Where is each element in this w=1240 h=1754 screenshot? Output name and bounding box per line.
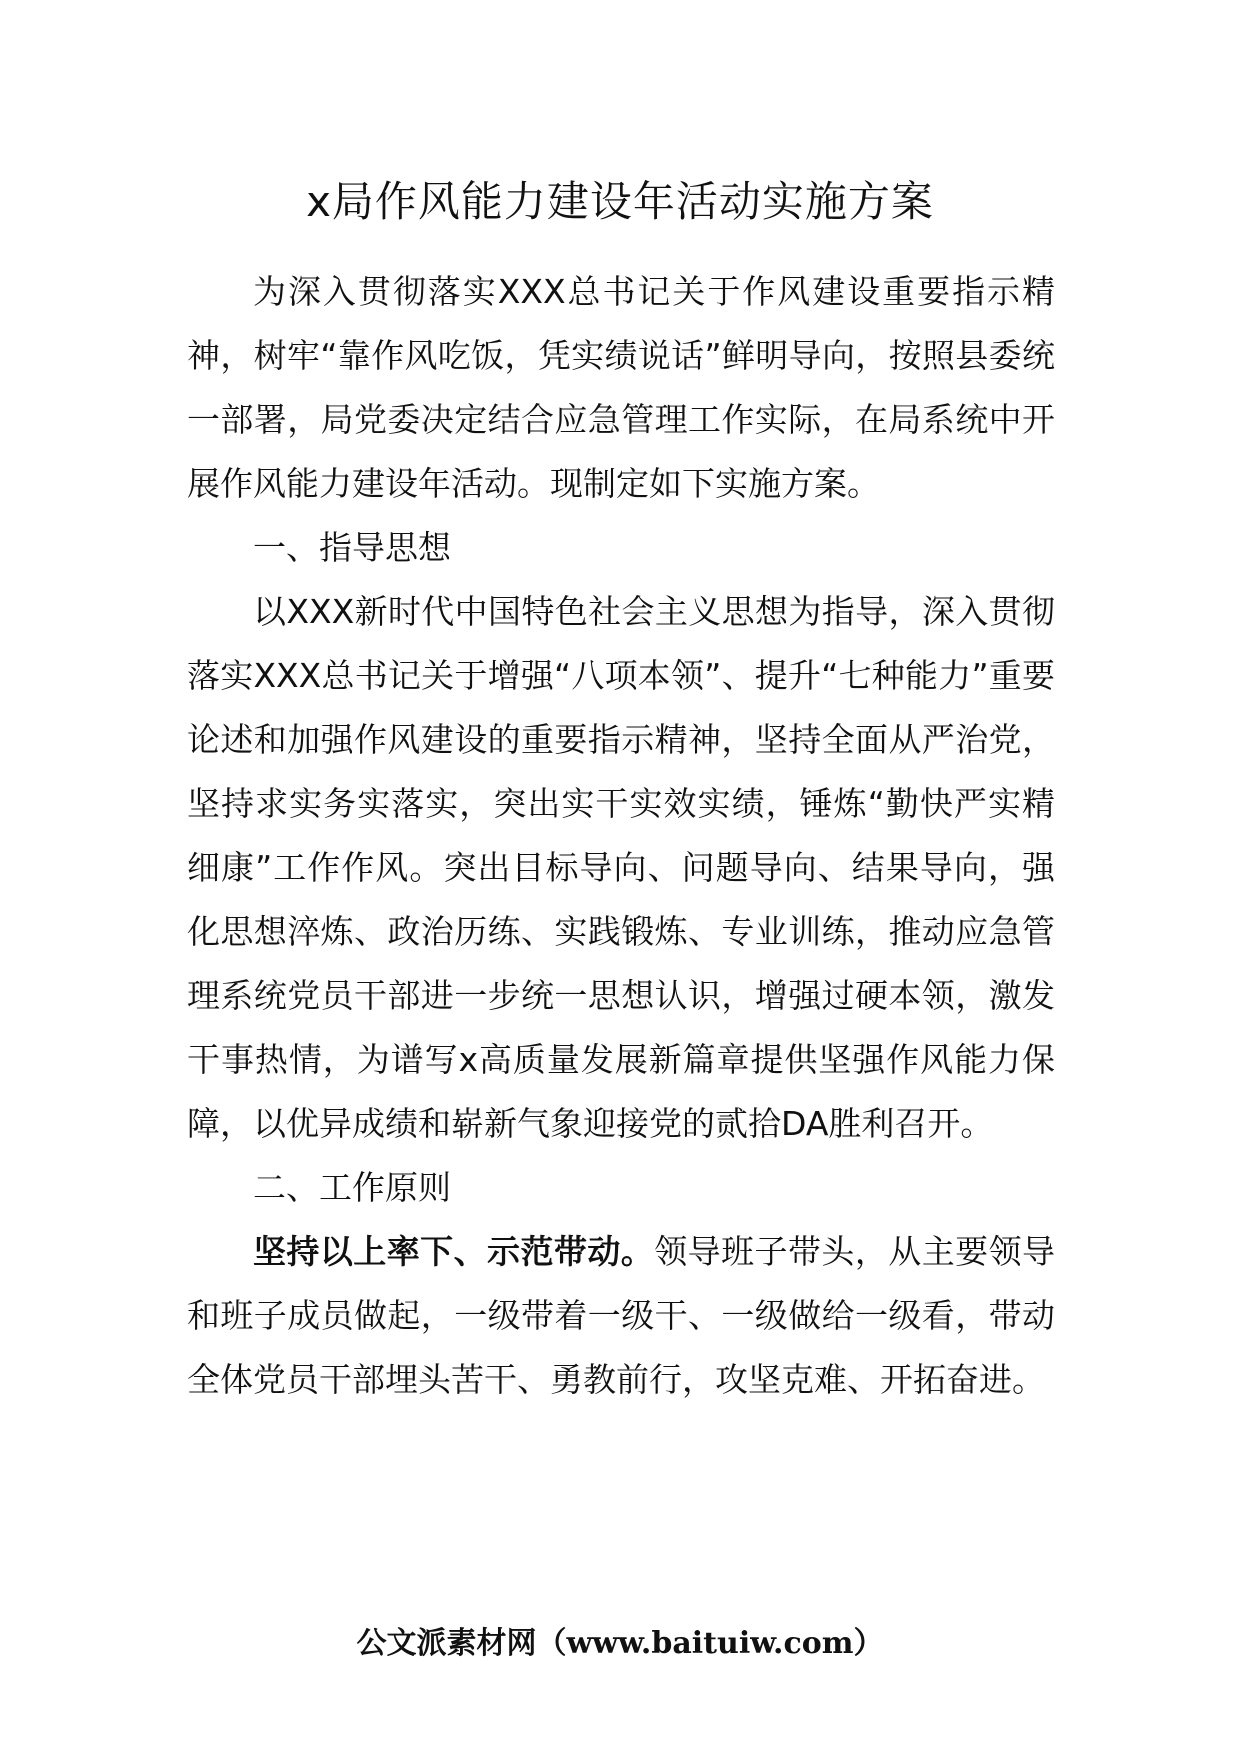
section-heading-guiding-ideology: 一、指导思想: [253, 528, 451, 567]
document-body: [187, 260, 1055, 1412]
guiding-ideology-paragraph: 以XXX新时代中国特色社会主义思想为指导，深入贯彻落实XXX总书记关于增强“八项本领”、提升“七种能力”重要论述和加强作风建设的重要指示精神，坚持全面从严治党，坚持求实务实落实，突出实干实效实绩，锤炼“勤快严实精细康”工作作风。突出目标导向、问题导向、结果导向，强化思想淬炼、政治历练、实践锻炼、专业训练，推动应急管理系统党员干部进一步统一思想认识，增强过硬本领，激发干事热情，为谱写x高质量发展新篇章提供坚强作风能力保障，以优异成绩和崭新气象迎接党的贰拾DA胜利召开。: [187, 592, 1055, 1143]
principle-paragraph: [187, 1220, 1055, 1412]
intro-paragraph: 为深入贯彻落实XXX总书记关于作风建设重要指示精神，树牢“靠作风吃饭，凭实绩说话”鲜明导向，按照县委统一部署，局党委决定结合应急管理工作实际，在局系统中开展作风能力建设年活动。现制定如下实施方案。: [187, 272, 1055, 503]
principle-text: 领导班子带头，从主要领导和班子成员做起，一级带着一级干、一级做给一级看，带动全体党员干部埋头苦干、勇教前行，攻坚克难、开拓奋进。: [187, 1232, 1056, 1399]
footer-watermark: 公文派素材网（www.baituiw.com）: [356, 1626, 884, 1661]
principle-lead: 坚持以上率下、示范带动。: [253, 1232, 655, 1271]
document-title: x局作风能力建设年活动实施方案: [306, 177, 934, 226]
section-heading-work-principles: 二、工作原则: [253, 1168, 451, 1207]
